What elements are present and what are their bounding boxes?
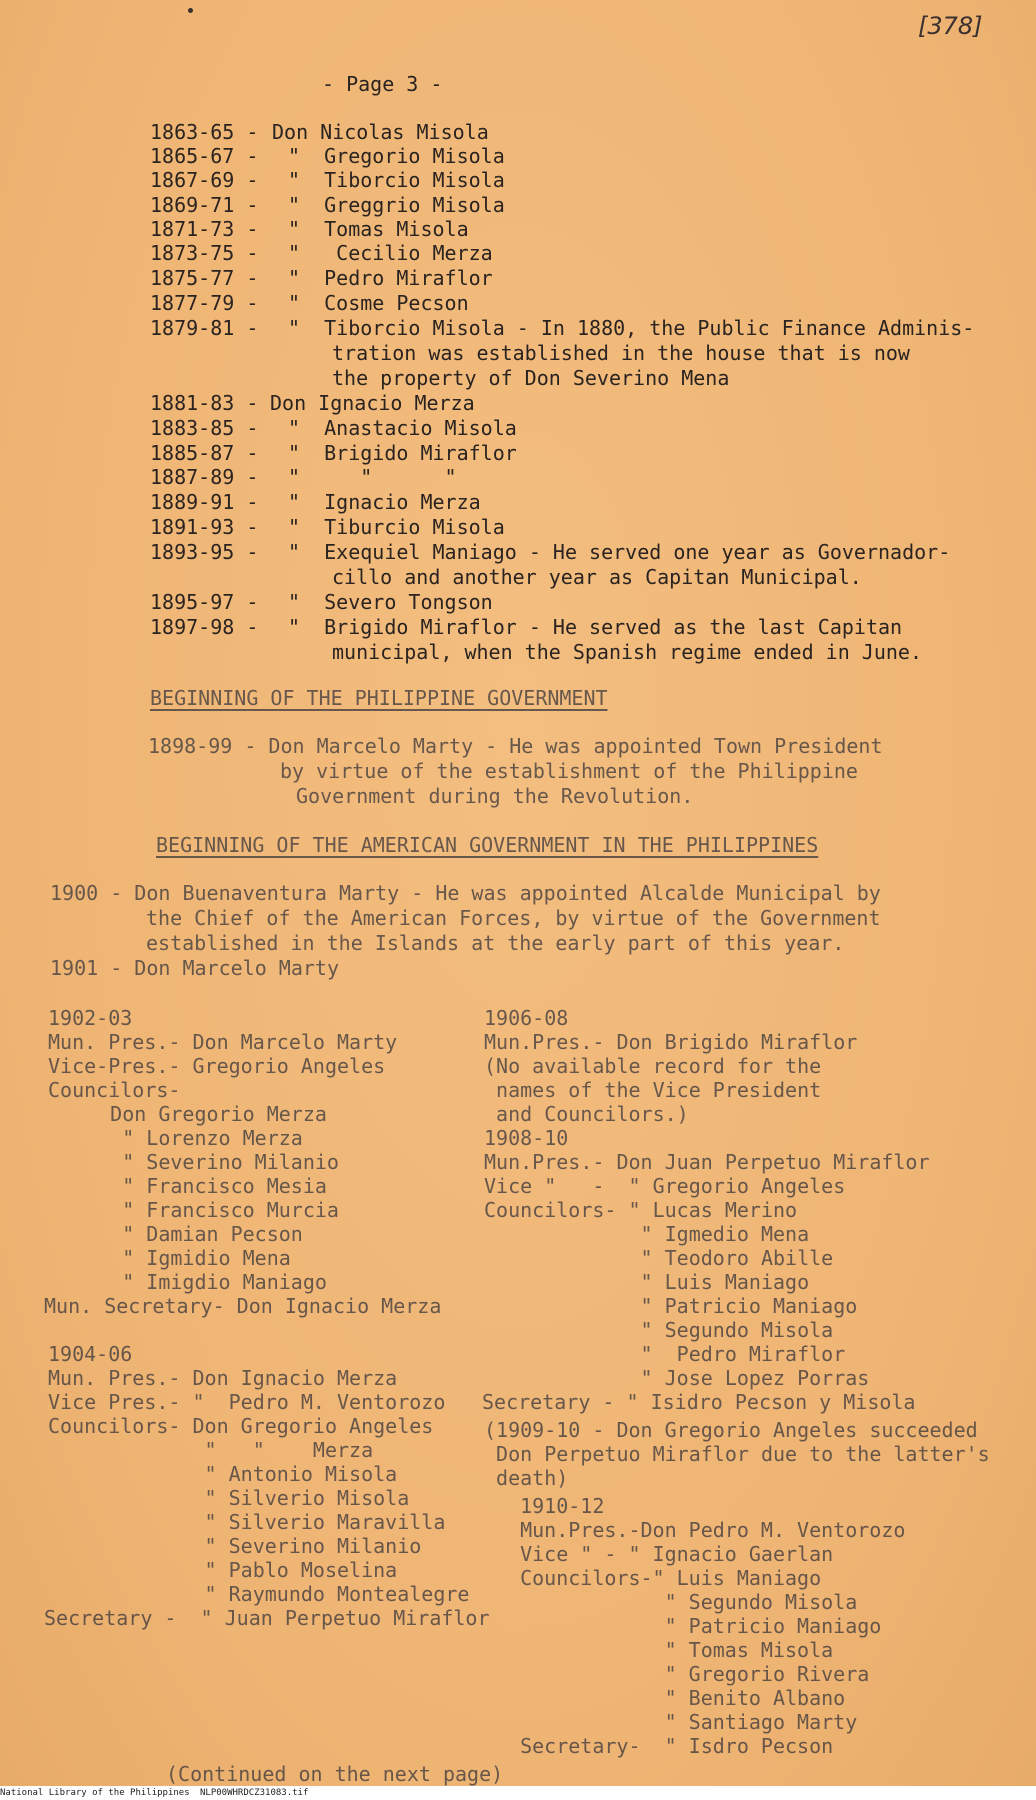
list-item-name: " Brigido Miraflor bbox=[288, 441, 517, 465]
roster-line: " Severino Milanio bbox=[48, 1534, 422, 1558]
roster-note: (1909-10 - Don Gregorio Angeles succeeded bbox=[484, 1418, 978, 1442]
list-item-name: " Anastacio Misola bbox=[288, 416, 517, 440]
list-item-continuation: cillo and another year as Capitan Municipal. bbox=[332, 565, 862, 589]
term-heading: 1902-03 bbox=[48, 1006, 133, 1030]
list-item-years: 1897-98 - bbox=[150, 615, 259, 639]
roster-line: Vice " - " Gregorio Angeles bbox=[484, 1174, 846, 1198]
list-item-name: " Tiborcio Misola - In 1880, the Public Finance Adminis- bbox=[288, 316, 975, 340]
american-line: established in the Islands at the early part of this year. bbox=[146, 931, 845, 955]
philippine-line: Government during the Revolution. bbox=[296, 784, 694, 808]
list-item-years: 1867-69 - bbox=[150, 168, 259, 192]
roster-line: Mun.Pres.-Don Pedro M. Ventorozo bbox=[496, 1518, 906, 1542]
list-item-name: Don Ignacio Merza bbox=[270, 391, 475, 415]
list-item-name: " Tiburcio Misola bbox=[288, 515, 505, 539]
list-item-name: " Brigido Miraflor - He served as the last Capitan bbox=[288, 615, 903, 639]
roster-line: and Councilors.) bbox=[484, 1102, 689, 1126]
page-title: - Page 3 - bbox=[322, 72, 443, 96]
roster-line: Vice Pres.- " Pedro M. Ventorozo bbox=[48, 1390, 446, 1414]
list-item-years: 1875-77 - bbox=[150, 266, 259, 290]
roster-line: Mun. Pres.- Don Marcelo Marty bbox=[48, 1030, 398, 1054]
term-heading: 1908-10 bbox=[484, 1126, 569, 1150]
roster-line: " Silverio Maravilla bbox=[48, 1510, 446, 1534]
roster-line: Mun.Pres.- Don Juan Perpetuo Miraflor bbox=[484, 1150, 930, 1174]
roster-line: " Luis Maniago bbox=[484, 1270, 810, 1294]
roster-line: " Antonio Misola bbox=[48, 1462, 398, 1486]
roster-line: Secretary- " Isdro Pecson bbox=[496, 1734, 834, 1758]
list-item-name: " Exequiel Maniago - He served one year as Governador- bbox=[288, 540, 951, 564]
roster-line: " Igmidio Mena bbox=[62, 1246, 291, 1270]
american-line: 1901 - Don Marcelo Marty bbox=[50, 956, 339, 980]
list-item-years: 1865-67 - bbox=[150, 144, 259, 168]
section-heading-philippine: BEGINNING OF THE PHILIPPINE GOVERNMENT bbox=[150, 686, 608, 710]
term-heading: 1910-12 bbox=[496, 1494, 605, 1518]
archive-mark: [378] bbox=[918, 12, 983, 40]
list-item-name: " Pedro Miraflor bbox=[288, 266, 493, 290]
roster-line: " Teodoro Abille bbox=[484, 1246, 834, 1270]
list-item-continuation: municipal, when the Spanish regime ended in June. bbox=[332, 640, 923, 664]
roster-line: " Raymundo Montealegre bbox=[48, 1582, 470, 1606]
ink-dot bbox=[188, 8, 193, 13]
roster-line: Mun. Secretary- Don Ignacio Merza bbox=[44, 1294, 442, 1318]
list-item-years: 1869-71 - bbox=[150, 193, 259, 217]
list-item-years: 1883-85 - bbox=[150, 416, 259, 440]
list-item-continuation: the property of Don Severino Mena bbox=[332, 366, 730, 390]
term-heading: 1904-06 bbox=[48, 1342, 133, 1366]
roster-line: Councilors- " Lucas Merino bbox=[484, 1198, 798, 1222]
roster-line: " Segundo Misola bbox=[496, 1590, 858, 1614]
roster-line: Vice " - " Ignacio Gaerlan bbox=[496, 1542, 834, 1566]
roster-line: " " Merza bbox=[48, 1438, 374, 1462]
roster-line: Mun. Pres.- Don Ignacio Merza bbox=[48, 1366, 398, 1390]
list-item-years: 1873-75 - bbox=[150, 241, 259, 265]
list-item-name: " Cecilio Merza bbox=[288, 241, 493, 265]
roster-line: (No available record for the bbox=[484, 1054, 822, 1078]
roster-line: Secretary - " Isidro Pecson y Misola bbox=[482, 1390, 916, 1414]
roster-line: " Silverio Misola bbox=[48, 1486, 410, 1510]
roster-line: " Lorenzo Merza bbox=[62, 1126, 303, 1150]
list-item-years: 1895-97 - bbox=[150, 590, 259, 614]
roster-line: " Patricio Maniago bbox=[484, 1294, 858, 1318]
roster-line: " Francisco Murcia bbox=[62, 1198, 339, 1222]
list-item-years: 1879-81 - bbox=[150, 316, 259, 340]
list-item-name: Don Nicolas Misola bbox=[272, 120, 489, 144]
list-item-name: " Greggrio Misola bbox=[288, 193, 505, 217]
roster-note: death) bbox=[484, 1466, 569, 1490]
roster-line: " Segundo Misola bbox=[484, 1318, 834, 1342]
list-item-years: 1891-93 - bbox=[150, 515, 259, 539]
roster-line: Councilors- bbox=[48, 1078, 181, 1102]
list-item-name: " Tomas Misola bbox=[288, 217, 469, 241]
list-item-years: 1885-87 - bbox=[150, 441, 259, 465]
roster-line: " Severino Milanio bbox=[62, 1150, 339, 1174]
roster-line: " Benito Albano bbox=[496, 1686, 846, 1710]
american-line: 1900 - Don Buenaventura Marty - He was appointed Alcalde Municipal by bbox=[50, 881, 881, 905]
roster-line: " Jose Lopez Porras bbox=[484, 1366, 870, 1390]
section-heading-american: BEGINNING OF THE AMERICAN GOVERNMENT IN THE PHILIPPINES bbox=[156, 833, 819, 857]
list-item-years: 1877-79 - bbox=[150, 291, 259, 315]
footer-library: National Library of the Philippines bbox=[0, 1788, 190, 1798]
list-item-name: " Severo Tongson bbox=[288, 590, 493, 614]
roster-line: " Imigdio Maniago bbox=[62, 1270, 327, 1294]
roster-line: Mun.Pres.- Don Brigido Miraflor bbox=[484, 1030, 858, 1054]
roster-line: " Patricio Maniago bbox=[496, 1614, 882, 1638]
list-item-name: " Tiborcio Misola bbox=[288, 168, 505, 192]
list-item-years: 1881-83 - bbox=[150, 391, 259, 415]
roster-line: " Santiago Marty bbox=[496, 1710, 858, 1734]
list-item-years: 1887-89 - bbox=[150, 465, 259, 489]
list-item-name: " Ignacio Merza bbox=[288, 490, 481, 514]
footer-filename: NLP00WHRDCZ31083.tif bbox=[200, 1788, 309, 1798]
roster-line: Councilors- Don Gregorio Angeles bbox=[48, 1414, 434, 1438]
list-item-name: " " " bbox=[288, 465, 457, 489]
roster-line: Don Gregorio Merza bbox=[62, 1102, 327, 1126]
roster-line: " Francisco Mesia bbox=[62, 1174, 327, 1198]
roster-line: " Pedro Miraflor bbox=[484, 1342, 846, 1366]
list-item-years: 1863-65 - bbox=[150, 120, 259, 144]
roster-line: " Pablo Moselina bbox=[48, 1558, 398, 1582]
roster-line: " Tomas Misola bbox=[496, 1638, 834, 1662]
roster-line: Councilors-" Luis Maniago bbox=[496, 1566, 822, 1590]
term-heading: 1906-08 bbox=[484, 1006, 569, 1030]
roster-line: Secretary - " Juan Perpetuo Miraflor bbox=[44, 1606, 490, 1630]
american-line: the Chief of the American Forces, by virtue of the Government bbox=[146, 906, 881, 930]
list-item-years: 1871-73 - bbox=[150, 217, 259, 241]
philippine-line: 1898-99 - Don Marcelo Marty - He was appointed Town President bbox=[148, 734, 883, 758]
list-item-years: 1889-91 - bbox=[150, 490, 259, 514]
list-item-years: 1893-95 - bbox=[150, 540, 259, 564]
roster-line: " Damian Pecson bbox=[62, 1222, 303, 1246]
scan-footer bbox=[0, 1786, 1036, 1800]
list-item-continuation: tration was established in the house that is now bbox=[332, 341, 910, 365]
list-item-name: " Gregorio Misola bbox=[288, 144, 505, 168]
roster-line: " Igmedio Mena bbox=[484, 1222, 810, 1246]
continued-note: (Continued on the next page) bbox=[166, 1762, 504, 1786]
roster-line: " Gregorio Rivera bbox=[496, 1662, 870, 1686]
list-item-name: " Cosme Pecson bbox=[288, 291, 469, 315]
philippine-line: by virtue of the establishment of the Philippine bbox=[280, 759, 858, 783]
roster-line: Vice-Pres.- Gregorio Angeles bbox=[48, 1054, 386, 1078]
roster-line: names of the Vice President bbox=[484, 1078, 822, 1102]
roster-note: Don Perpetuo Miraflor due to the latter's bbox=[484, 1442, 990, 1466]
